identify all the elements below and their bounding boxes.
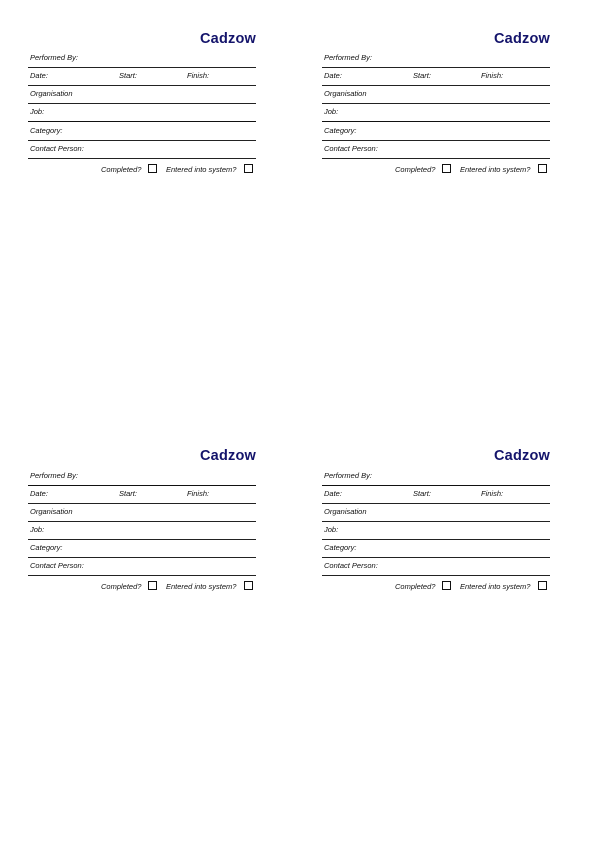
entered-into-system-label: Entered into system? — [460, 582, 531, 591]
finish-label: Finish: — [481, 489, 504, 498]
contact-person-field[interactable] — [28, 558, 256, 576]
job-field[interactable] — [322, 522, 550, 540]
card-title: Cadzow — [494, 448, 550, 464]
date-label: Date: — [30, 71, 48, 80]
category-label: Category: — [324, 126, 357, 135]
category-label: Category: — [30, 543, 63, 552]
performed-by-label: Performed By: — [324, 53, 372, 62]
contact-person-label: Contact Person: — [324, 561, 378, 570]
contact-person-label: Contact Person: — [30, 561, 84, 570]
performed-by-field[interactable] — [28, 468, 256, 486]
status-checks — [322, 162, 550, 176]
performed-by-label: Performed By: — [30, 471, 78, 480]
start-label: Start: — [413, 489, 431, 498]
contact-person-field[interactable] — [322, 558, 550, 576]
performed-by-field[interactable] — [28, 50, 256, 68]
category-field[interactable] — [322, 540, 550, 558]
date-label: Date: — [30, 489, 48, 498]
status-checks — [28, 162, 256, 176]
category-field[interactable] — [28, 540, 256, 558]
entered-into-system-label: Entered into system? — [460, 165, 531, 174]
organisation-label: Organisation — [324, 89, 367, 98]
category-field[interactable] — [28, 123, 256, 141]
entered-into-system-checkbox[interactable] — [538, 581, 547, 590]
organisation-field[interactable] — [28, 504, 256, 522]
entered-into-system-checkbox[interactable] — [244, 581, 253, 590]
entered-into-system-checkbox[interactable] — [538, 164, 547, 173]
job-label: Job: — [30, 525, 45, 534]
performed-by-field[interactable] — [322, 468, 550, 486]
performed-by-label: Performed By: — [30, 53, 78, 62]
card-title: Cadzow — [494, 31, 550, 47]
job-label: Job: — [324, 107, 339, 116]
finish-label: Finish: — [481, 71, 504, 80]
job-field[interactable] — [322, 104, 550, 122]
completed-checkbox[interactable] — [442, 581, 451, 590]
completed-label: Completed? — [395, 165, 436, 174]
status-checks — [28, 579, 256, 593]
performed-by-label: Performed By: — [324, 471, 372, 480]
job-label: Job: — [30, 107, 45, 116]
start-label: Start: — [119, 71, 137, 80]
finish-label: Finish: — [187, 71, 210, 80]
category-label: Category: — [324, 543, 357, 552]
card-title: Cadzow — [200, 31, 256, 47]
completed-label: Completed? — [395, 582, 436, 591]
completed-label: Completed? — [101, 582, 142, 591]
organisation-label: Organisation — [30, 89, 73, 98]
start-label: Start: — [119, 489, 137, 498]
category-field[interactable] — [322, 123, 550, 141]
entered-into-system-label: Entered into system? — [166, 165, 237, 174]
contact-person-field[interactable] — [322, 141, 550, 159]
card-title: Cadzow — [200, 448, 256, 464]
date-time-field[interactable] — [28, 68, 256, 86]
organisation-field[interactable] — [322, 504, 550, 522]
organisation-label: Organisation — [324, 507, 367, 516]
job-label: Job: — [324, 525, 339, 534]
date-label: Date: — [324, 489, 342, 498]
completed-checkbox[interactable] — [148, 581, 157, 590]
date-time-field[interactable] — [322, 68, 550, 86]
contact-person-label: Contact Person: — [324, 144, 378, 153]
contact-person-label: Contact Person: — [30, 144, 84, 153]
completed-checkbox[interactable] — [148, 164, 157, 173]
organisation-field[interactable] — [28, 86, 256, 104]
job-field[interactable] — [28, 522, 256, 540]
organisation-field[interactable] — [322, 86, 550, 104]
contact-person-field[interactable] — [28, 141, 256, 159]
date-label: Date: — [324, 71, 342, 80]
date-time-field[interactable] — [322, 486, 550, 504]
completed-label: Completed? — [101, 165, 142, 174]
entered-into-system-label: Entered into system? — [166, 582, 237, 591]
start-label: Start: — [413, 71, 431, 80]
organisation-label: Organisation — [30, 507, 73, 516]
completed-checkbox[interactable] — [442, 164, 451, 173]
entered-into-system-checkbox[interactable] — [244, 164, 253, 173]
status-checks — [322, 579, 550, 593]
job-field[interactable] — [28, 104, 256, 122]
finish-label: Finish: — [187, 489, 210, 498]
date-time-field[interactable] — [28, 486, 256, 504]
performed-by-field[interactable] — [322, 50, 550, 68]
category-label: Category: — [30, 126, 63, 135]
